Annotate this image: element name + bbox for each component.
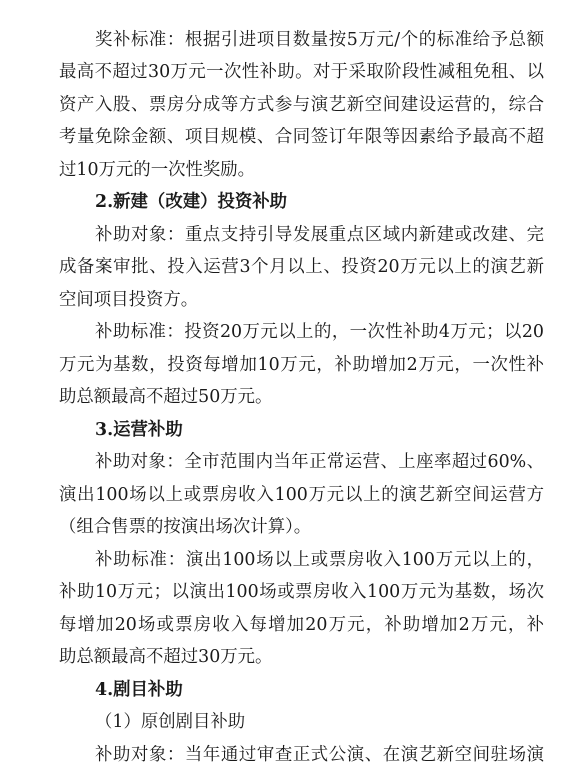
text-line-19: 每增加20场或票房收入每增加20万元，补助增加2万元，补 xyxy=(59,615,544,635)
text-line-11: 万元为基数，投资每增加10万元，补助增加2万元，一次性补 xyxy=(59,355,544,375)
subsection-heading-1: （1）原创剧目补助 xyxy=(95,712,246,732)
text-line-9: 空间项目投资方。 xyxy=(59,290,199,310)
section-heading-2: 2.新建（改建）投资补助 xyxy=(95,192,288,212)
section-heading-4: 4.剧目补助 xyxy=(95,680,183,700)
text-line-16: （组合售票的按演出场次计算）。 xyxy=(59,517,312,537)
text-line-3: 资产入股、票房分成等方式参与演艺新空间建设运营的，综合 xyxy=(59,95,544,115)
text-line-7: 补助对象：重点支持引导发展重点区域内新建或改建、完 xyxy=(95,225,544,245)
text-line-5: 过10万元的一次性奖励。 xyxy=(59,160,256,180)
text-line-15: 演出100场以上或票房收入100万元以上的演艺新空间运营方 xyxy=(59,485,544,505)
text-line-17: 补助标准：演出100场以上或票房收入100万元以上的， xyxy=(95,550,544,570)
text-line-23: 补助对象：当年通过审查正式公演、在演艺新空间驻场演 xyxy=(95,745,544,765)
text-line-4: 考量免除金额、项目规模、合同签订年限等因素给予最高不超 xyxy=(59,127,544,147)
text-line-2: 最高不超过30万元一次性补助。对于采取阶段性减租免租、以 xyxy=(59,62,544,82)
text-line-20: 助总额最高不超过30万元。 xyxy=(59,647,273,667)
text-line-10: 补助标准：投资20万元以上的，一次性补助4万元；以20 xyxy=(95,322,544,342)
text-line-12: 助总额最高不超过50万元。 xyxy=(59,387,273,407)
section-heading-3: 3.运营补助 xyxy=(95,420,183,440)
text-line-8: 成备案审批、投入运营3个月以上、投资20万元以上的演艺新 xyxy=(59,257,544,277)
text-line-14: 补助对象：全市范围内当年正常运营、上座率超过60%、 xyxy=(95,452,544,472)
text-line-1: 奖补标准：根据引进项目数量按5万元/个的标准给予总额 xyxy=(95,30,544,50)
text-line-18: 补助10万元；以演出100场或票房收入100万元为基数，场次 xyxy=(59,582,544,602)
